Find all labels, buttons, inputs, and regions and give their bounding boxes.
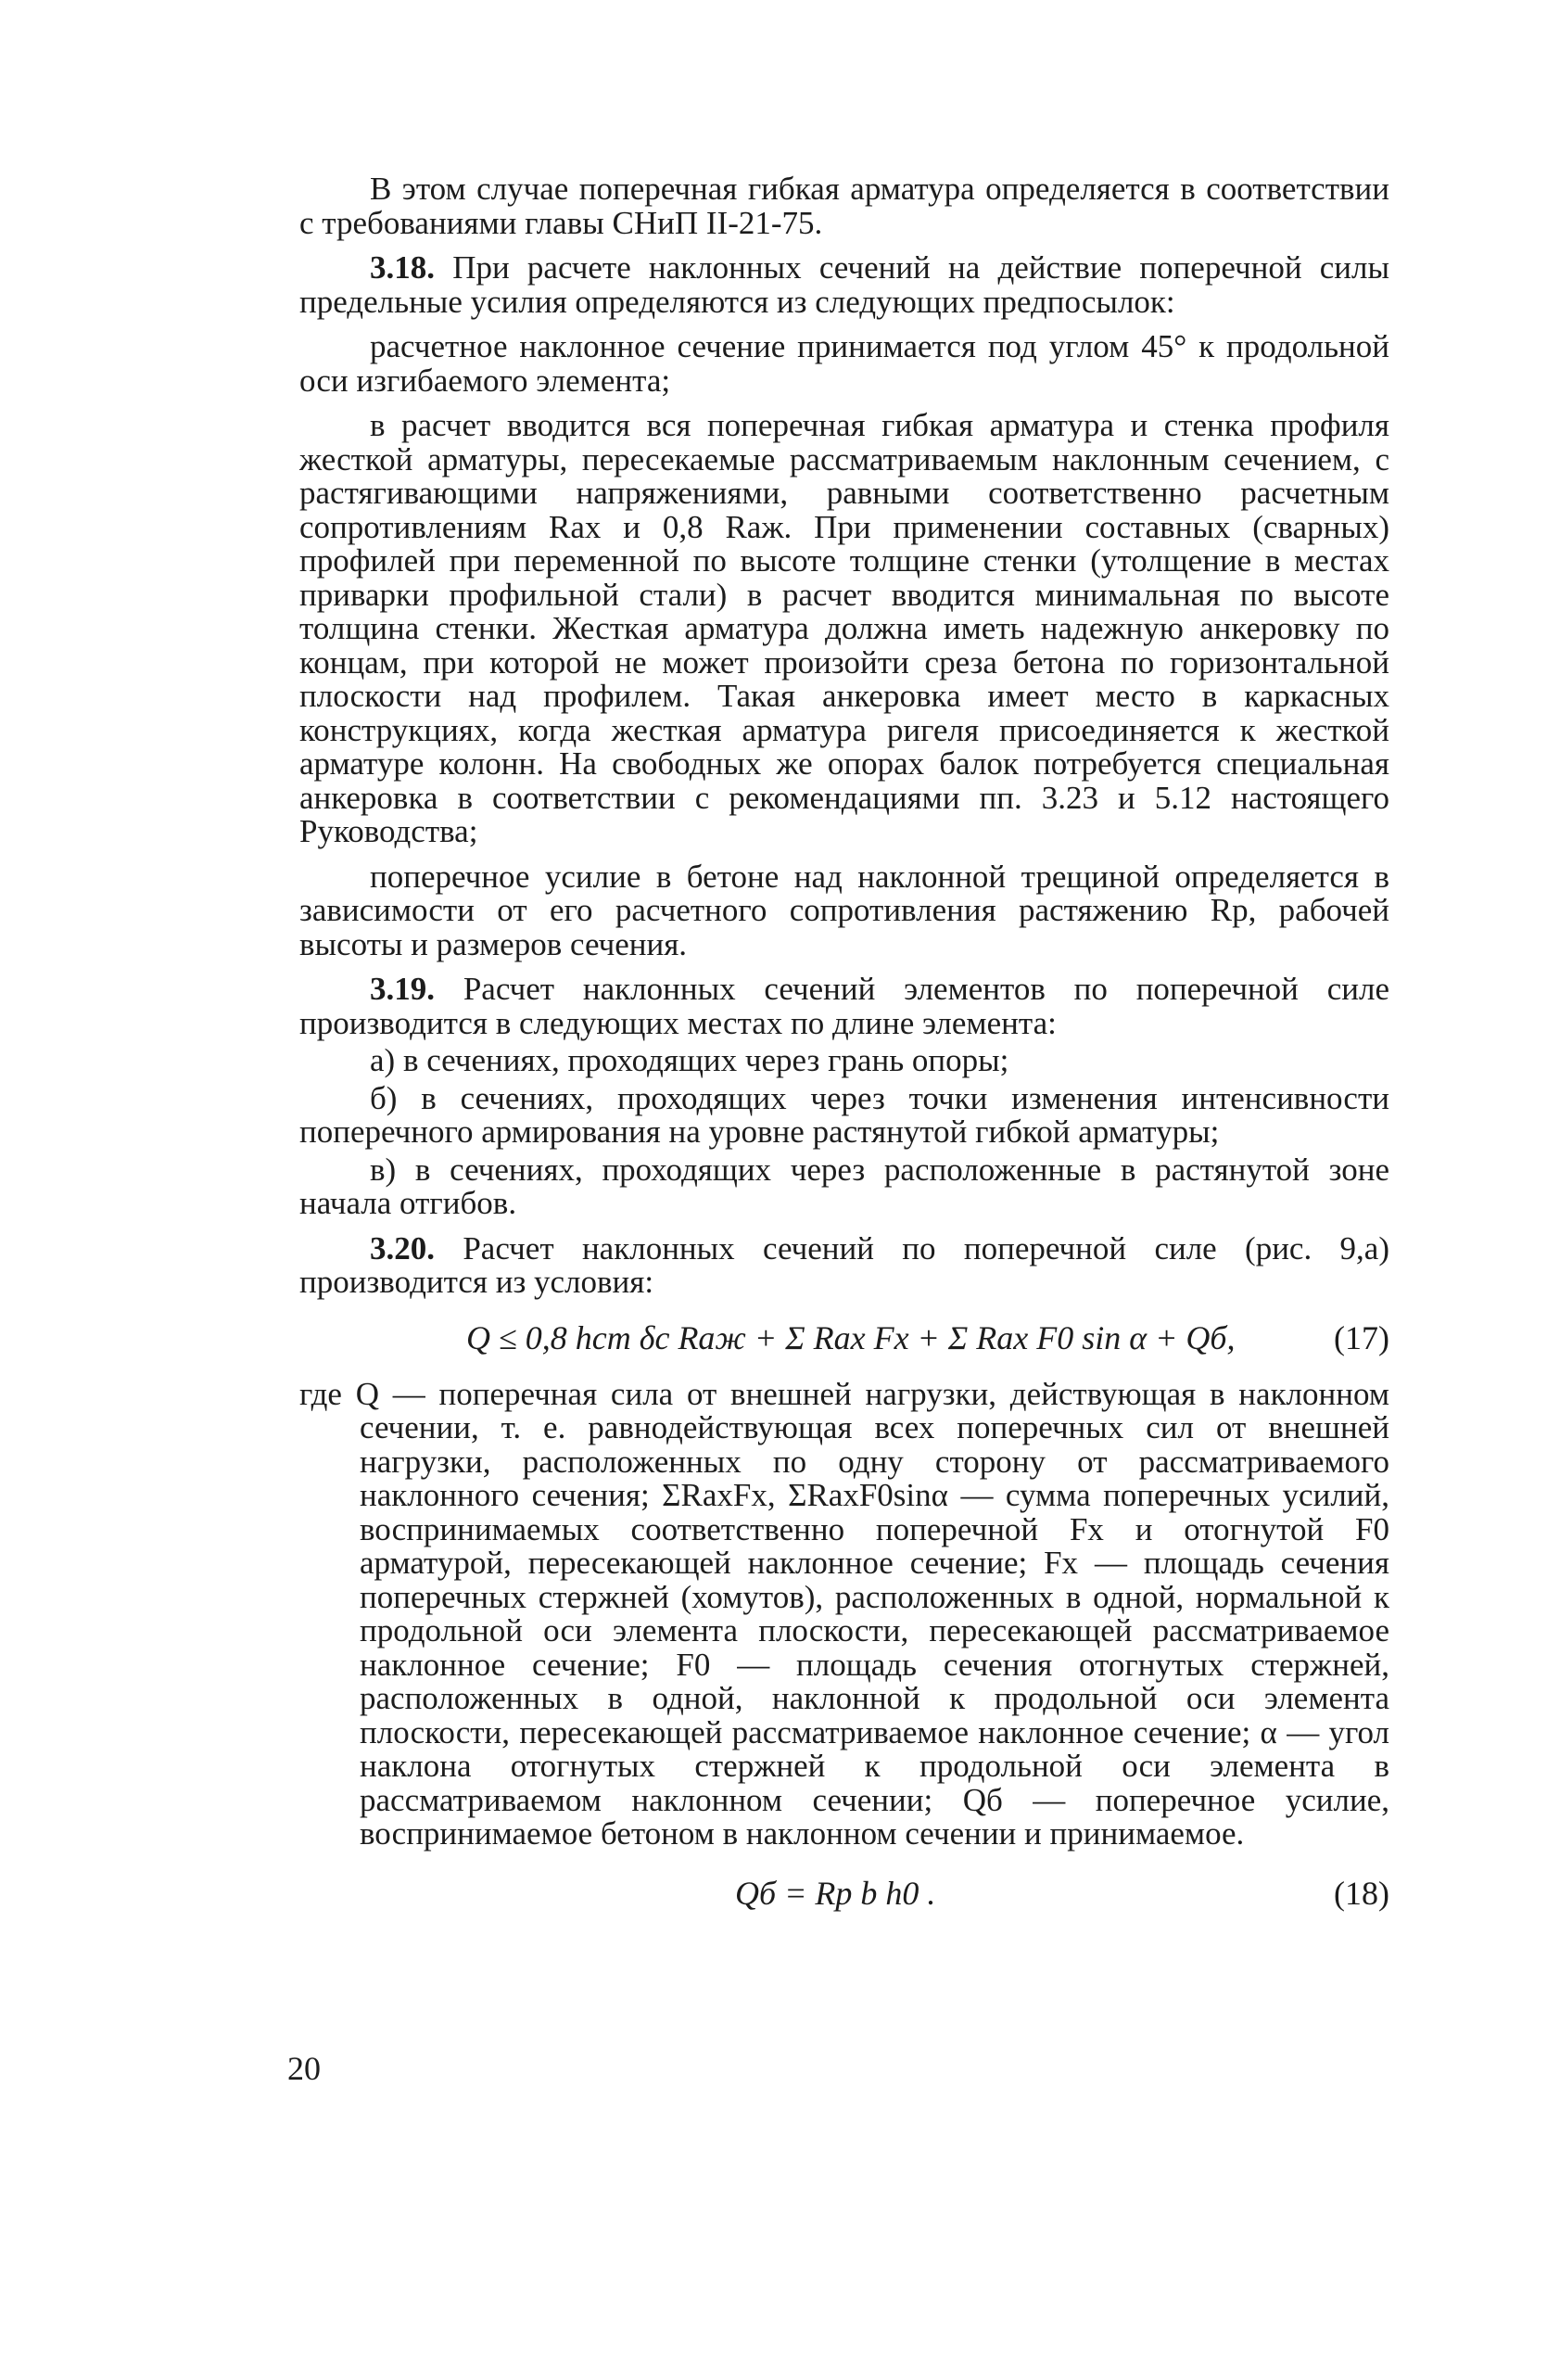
formula-17 — [299, 1317, 1389, 1359]
formula-expression: Q ≤ 0,8 hст δс Rаж + Σ Rах Fх + Σ Rах F0 sin α + Qб, — [466, 1318, 1236, 1356]
formula-number: (17) — [1334, 1318, 1389, 1356]
clause-number: 3.19. — [370, 971, 435, 1007]
list-item-a: а) в сечениях, проходящих через грань опоры; — [370, 1042, 1009, 1078]
formula-number: (18) — [1334, 1874, 1389, 1912]
paragraph-premise-1: расчетное наклонное сечение принимается под углом 45° к продольной оси изгибаемого элемента; — [299, 328, 1389, 399]
list-item-b: б) в сечениях, проходящих через точки изменения интенсивности поперечного армирования на уровне растянутой гибкой арматуры; — [299, 1079, 1389, 1150]
paragraph-3-18 — [299, 251, 1389, 319]
paragraph-text: Расчет наклонных сечений элементов по поперечной силе производится в следующих местах по длине элемента: — [299, 971, 1389, 1041]
text-column — [299, 172, 1389, 1933]
list-item-v: в) в сечениях, проходящих через расположенные в растянутой зоне начала отгибов. — [299, 1151, 1389, 1221]
paragraph-premise-3: поперечное усилие в бетоне над наклонной трещиной определяется в зависимости от его расчетного сопротивления растяжению Rp, рабочей высоты и размеров сечения. — [299, 858, 1389, 962]
clause-number: 3.20. — [370, 1229, 435, 1266]
paragraph-3-19 — [299, 973, 1389, 1040]
paragraph-3-20 — [299, 1229, 1389, 1300]
paragraph-text: Расчет наклонных сечений по поперечной силе (рис. 9,а) производится из условия: — [299, 1229, 1389, 1300]
formula-18 — [299, 1872, 1389, 1915]
formula-expression: Qб = Rр b h0 . — [735, 1874, 936, 1912]
clause-number: 3.18. — [370, 249, 435, 286]
page-number: 20 — [287, 2050, 321, 2087]
where-block — [299, 1375, 1389, 1852]
paragraph-premise-2: в расчет вводится вся поперечная гибкая арматура и стенка профиля жесткой арматуры, пересекаемые рассматриваемым наклонным сечением, с растягивающими напряжениями, равными соответственно расчетным сопротивлениям Rax и 0,8 Rаж. При применении составных (сварных) профилей при переменной по высоте толщине стенки (утолщение в местах приварки профильной стали) в расчет вводится минимальная по высоте толщина стенки. Жесткая арматура должна иметь надежную анкеровку по концам, при которой не может произойти среза бетона по горизонтальной плоскости над профилем. Такая анкеровка имеет место в каркасных конструкциях, когда жесткая арматура ригеля присоединяется к жесткой арматуре колонн. На свободных же опорах балок потребуется специальная анкеровка в соответствии с рекомендациями пп. 3.23 и 5.12 настоящего Руководства; — [299, 407, 1389, 849]
where-text: Q — поперечная сила от внешней нагрузки, действующая в наклонном сечении, т. е. равнодействующая всех поперечных сил от внешней нагрузки, расположенных по одну сторону от рассматриваемого наклонного сечения; ΣRахFх, ΣRахF0sinα — сумма поперечных усилий, воспринимаемых соответственно поперечной Fх и отогнутой F0 арматурой, пересекающей наклонное сечение; Fх — площадь сечения поперечных стержней (хомутов), расположенных в одной, нормальной к продольной оси элемента плоскости, пересекающей рассматриваемое наклонное сечение; F0 — площадь сечения отогнутых стержней, расположенных в одной, наклонной к продольной оси элемента плоскости, пересекающей рассматриваемое наклонное сечение; α — угол наклона отогнутых стержней к продольной оси элемента в рассматриваемом наклонном сечении; Qб — поперечное усилие, воспринимаемое бетоном в наклонном сечении и принимаемое. — [355, 1375, 1389, 1852]
where-lead: где — [299, 1375, 342, 1412]
paragraph-text: При расчете наклонных сечений на действие поперечной силы предельные усилия определяются из следующих предпосылок: — [299, 249, 1390, 320]
paragraph-intro: В этом случае поперечная гибкая арматура определяется в соответствии с требованиями главы СНиП II-21-75. — [299, 171, 1389, 241]
